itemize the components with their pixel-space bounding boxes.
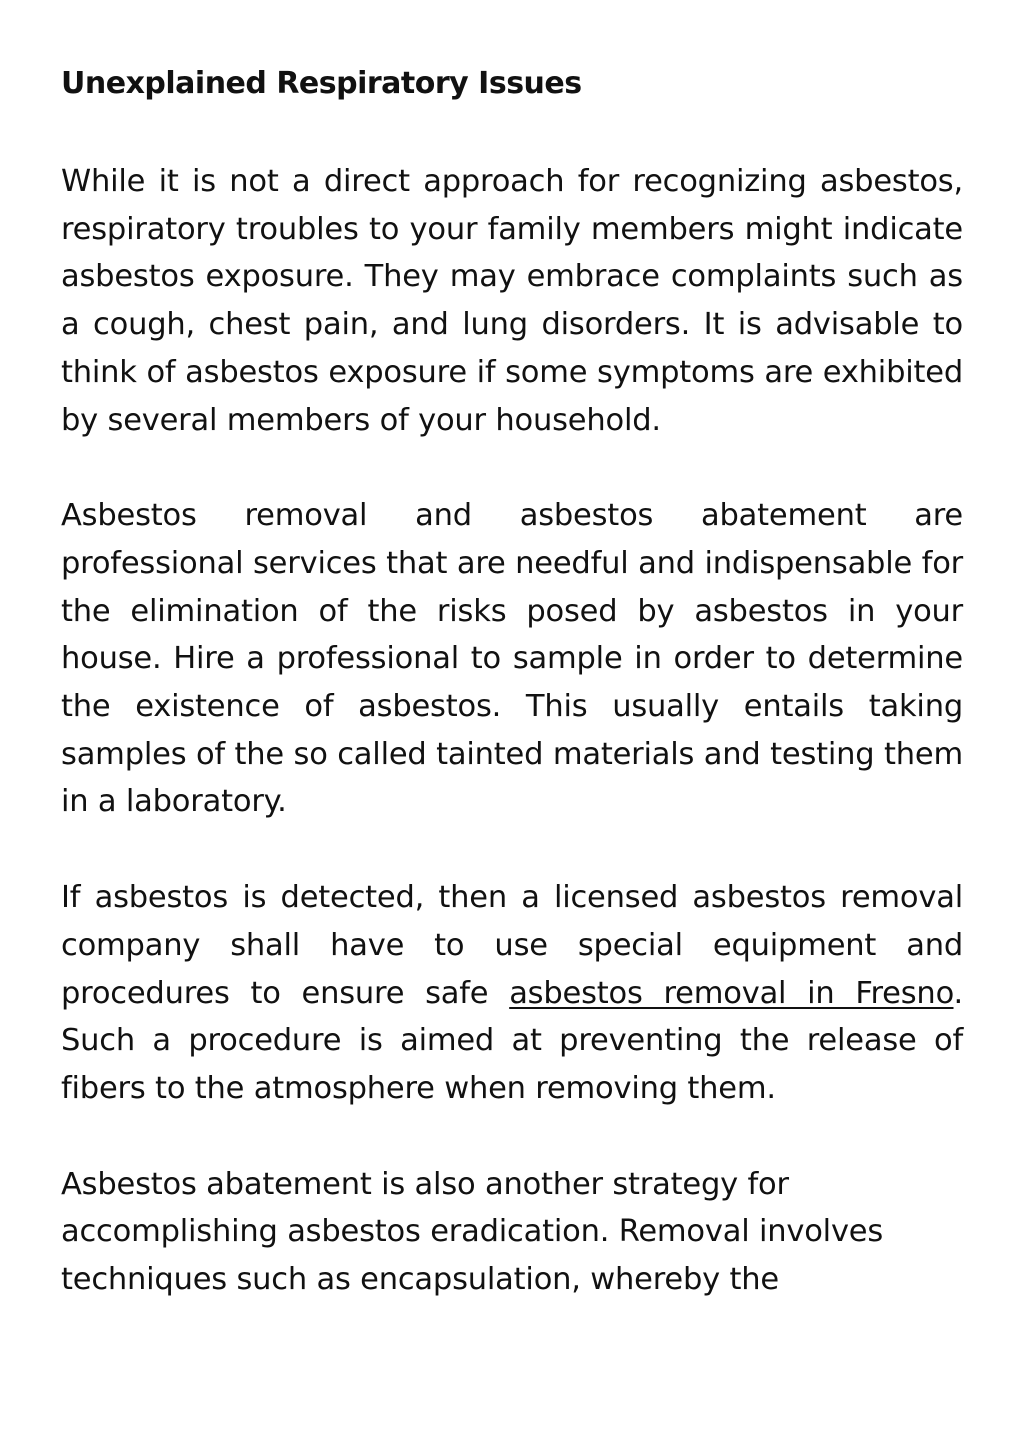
paragraph-respiratory-issues: While it is not a direct approach for recognizing asbestos, respiratory troubles to your family members might indicate asbestos exposure. They may embrace complaints such as a cough, chest pain, and lung disorders. It is advisable to think of asbestos exposure if some symptoms are exhibited by several members of your household. [61,164,963,438]
paragraph-removal-text-before: If asbestos is detected, then a licensed asbestos removal company shall have to use special equipment and procedures to ensure safe [61,880,963,1011]
paragraph-removal-text-after: . Such a procedure is aimed at preventing the release of fibers to the atmosphere when removing them. [61,975,963,1106]
paragraph-abatement-strategy: Asbestos abatement is also another strategy for accomplishing asbestos eradication. Removal involves techniques such as encapsulation, whereby the [61,1166,884,1298]
paragraph-removal-procedure [61,874,963,1113]
document-page [61,62,963,1304]
section-heading: Unexplained Respiratory Issues [61,66,582,101]
paragraph-professional-services: Asbestos removal and asbestos abatement are professional services that are needful and indispensable for the elimination of the risks posed by asbestos in your house. Hire a professional to sample in order to determine the existence of asbestos. This usually entails taking samples of the so called tainted materials and testing them in a laboratory. [61,498,963,820]
asbestos-removal-fresno-link[interactable]: asbestos removal in Fresno [509,975,954,1011]
